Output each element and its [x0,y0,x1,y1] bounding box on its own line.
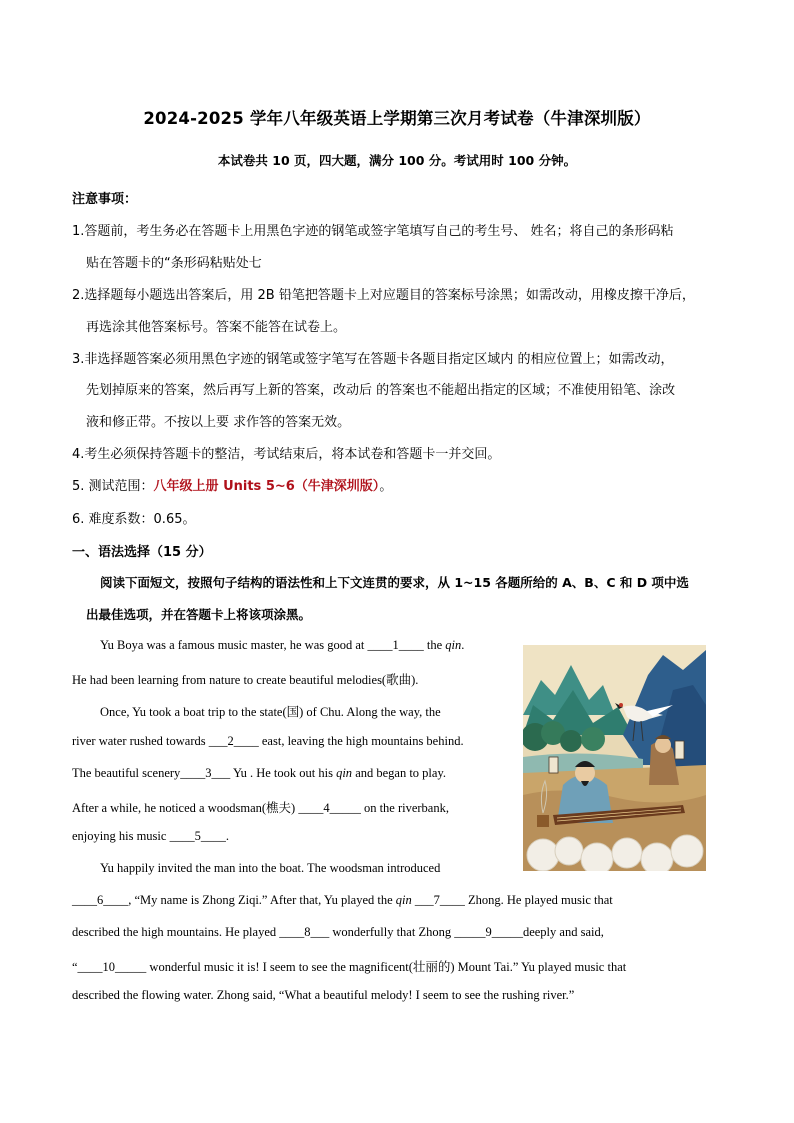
passage-text: ____6____, “My name is Zhong Ziqi.” After that, Yu played the [72,893,396,907]
passage-line-4: river water rushed towards ___2____ east, leaving the high mountains behind. [72,734,464,748]
passage-line-6: After a while, he noticed a woodsman(樵夫) ____4_____ on the riverbank, [72,801,449,815]
page-title: 2024-2025 学年八年级英语上学期第三次月考试卷（牛津深圳版） [143,109,651,128]
passage-line-8: Yu happily invited the man into the boat. The woodsman introduced [100,861,441,875]
note-3-line-2: 先划掉原来的答案，然后再写上新的答案，改动后 的答案也不能超出指定的区域；不准使用铅笔、涂改 [86,383,676,398]
section-1-instruction-line-1: 阅读下面短文，按照句子结构的语法性和上下文连贯的要求，从 1~15 各题所给的 A、B、C 和 D 项中选 [100,575,689,590]
passage-line-5 [72,766,446,781]
illustration-image [523,645,706,871]
illustration-yu-boya-qin [523,645,706,871]
passage-line-12: described the flowing water. Zhong said, “What a beautiful melody! I seem to see the rushing river.” [72,988,575,1002]
passage-line-7: enjoying his music ____5____. [72,829,229,843]
note-4: 4.考生必须保持答题卡的整洁，考试结束后，将本试卷和答题卡一并交回。 [72,447,501,462]
passage-text: ___7____ Zhong. He played music that [411,893,613,907]
passage-line-10: described the high mountains. He played ____8___ wonderfully that Zhong _____9_____deeply and said, [72,925,604,939]
note-5-suffix: 。 [379,479,393,494]
section-1-instruction-line-2: 出最佳选项，并在答题卡上将该项涂黑。 [86,607,312,622]
note-3-line-1: 3.非选择题答案必须用黑色字迹的钢笔或签字笔写在答题卡各题目指定区域内 的相应位置上；如需改动， [72,352,674,367]
passage-italic: qin [445,638,462,652]
note-5-prefix: 5. 测试范围： [72,479,154,494]
passage-text: and began to play. [352,766,447,780]
note-6: 6. 难度系数：0.65。 [72,512,196,527]
passage-text: Yu Boya was a famous music master, he was good at ____1____ the [100,638,446,652]
note-1-line-1: 1.答题前，考生务必在答题卡上用黑色字迹的钢笔或签字笔填写自己的考生号、 姓名；将自己的条形码粘 [72,224,674,239]
passage-text: The beautiful scenery____3___ Yu . He took out his [72,766,337,780]
passage-line-9 [72,893,613,908]
passage-text: . [461,638,465,652]
note-5 [72,475,392,494]
note-3-line-3: 液和修正带。不按以上要 求作答的答案无效。 [86,415,351,430]
passage-line-2: He had been learning from nature to create beautiful melodies(歌曲). [72,673,419,687]
passage-line-11: “____10_____ wonderful music it is! I seem to see the magnificent(壮丽的) Mount Tai.” Yu played music that [72,960,627,974]
passage-italic: qin [336,766,353,780]
passage-line-1 [100,638,464,653]
passage-italic: qin [395,893,412,907]
section-1-heading: 一、语法选择（15 分） [72,545,212,560]
notes-heading: 注意事项： [72,192,138,207]
exam-info: 本试卷共 10 页，四大题，满分 100 分。考试用时 100 分钟。 [217,153,577,168]
note-2-line-2: 再选涂其他答案标号。答案不能答在试卷上。 [86,320,347,335]
passage-line-3: Once, Yu took a boat trip to the state(国) of Chu. Along the way, the [100,705,441,719]
test-scope: 八年级上册 Units 5~6（牛津深圳版） [153,479,380,494]
note-2-line-1: 2.选择题每小题选出答案后，用 2B 铅笔把答题卡上对应题目的答案标号涂黑；如需改动，用橡皮擦干净后， [72,288,695,303]
note-1-line-2: 贴在答题卡的“条形码粘贴处七 [86,256,262,271]
